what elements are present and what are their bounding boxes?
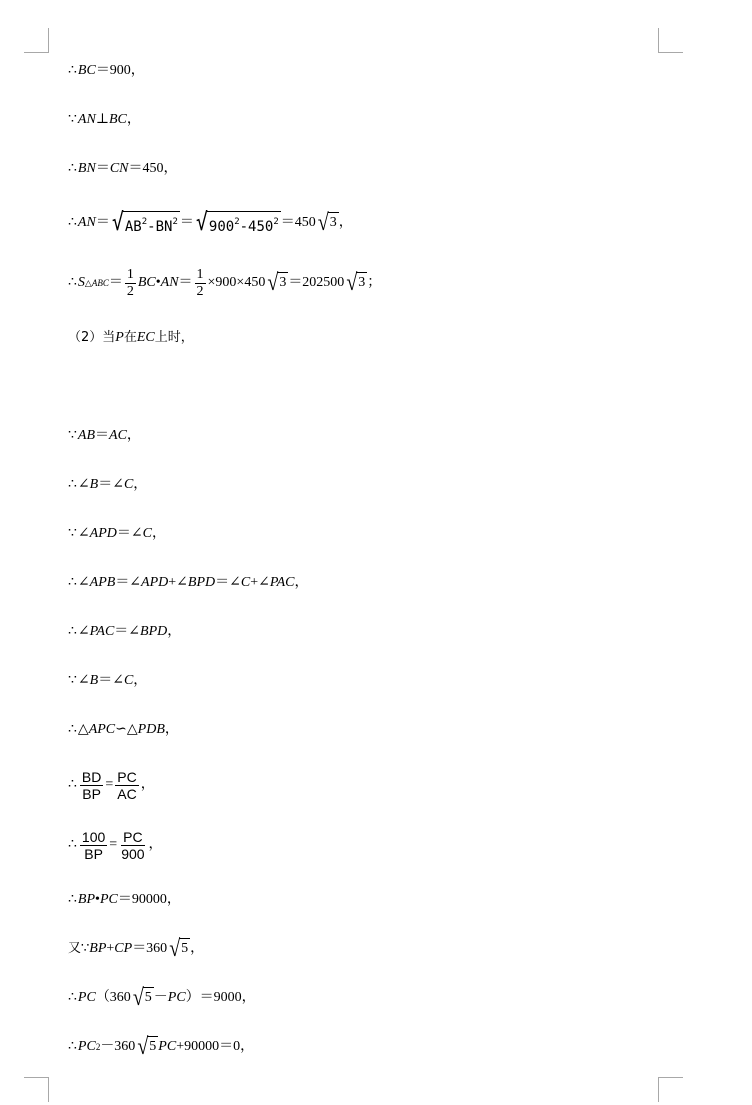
therefore-symbol: ∴: [68, 275, 77, 290]
dot: •: [155, 275, 161, 290]
fraction: [119, 829, 146, 862]
punct: ，: [140, 777, 155, 792]
term: ）＝9000，: [185, 990, 256, 1005]
term: +∠: [168, 575, 188, 590]
angle-symbol: ∠: [77, 673, 90, 688]
term: BP: [89, 941, 107, 956]
term: PAC: [269, 575, 295, 590]
punct: ，: [167, 624, 182, 639]
term: PC: [77, 1039, 96, 1054]
math-line-13: [68, 720, 179, 740]
crop-mark-top-right: [658, 28, 683, 53]
punct: ，: [190, 941, 205, 956]
math-line-9: [68, 524, 166, 544]
term: 在: [123, 330, 137, 345]
math-line-18: [68, 986, 256, 1010]
term: （2）当: [68, 330, 116, 345]
math-line-17: [68, 937, 204, 961]
sqrt-expression: [195, 206, 281, 236]
term: ＝: [178, 275, 193, 290]
crop-mark-bottom-right: [658, 1077, 683, 1102]
therefore-symbol: ∴: [68, 575, 77, 590]
punct: ，: [148, 837, 163, 852]
math-line-12: [68, 671, 147, 691]
angle-symbol: ∠: [77, 526, 90, 541]
math-line-10: [68, 573, 308, 593]
sqrt-expression: [132, 984, 154, 1012]
term: PC: [77, 990, 96, 1005]
subscript: △ABC: [84, 278, 109, 288]
sqrt-expression: [137, 1033, 158, 1061]
crop-mark-top-left: [24, 28, 49, 53]
term: =: [109, 837, 118, 852]
term: PC: [99, 892, 118, 907]
dot: •: [95, 892, 100, 907]
therefore-symbol: ∴: [68, 722, 77, 737]
radicand: $AB^2-BN^2$: [123, 211, 180, 236]
term: ＝∠: [116, 526, 143, 541]
therefore-symbol: ∴: [68, 892, 77, 907]
radicand: 5: [179, 938, 190, 960]
term: ＝∠: [98, 477, 124, 492]
term: AN: [160, 275, 179, 290]
term: C: [123, 673, 134, 688]
term: P: [115, 330, 124, 345]
term: ＝202500: [288, 275, 345, 290]
radicand: 3: [328, 212, 339, 234]
angle-symbol: ∠: [77, 624, 90, 639]
term: C: [123, 477, 134, 492]
punct: ；: [367, 275, 382, 290]
math-line-8: [68, 475, 147, 495]
therefore-symbol: ∴: [68, 477, 77, 492]
term: 上时，: [154, 330, 194, 345]
term: APD: [89, 526, 117, 541]
term: ＝: [108, 275, 123, 290]
radicand: $900^2-450^2$: [207, 211, 281, 236]
radical-sign: √: [137, 1033, 149, 1061]
math-line-3: [68, 159, 178, 179]
fraction: [125, 267, 136, 300]
triangle-symbol: △: [77, 722, 89, 737]
term: AB: [77, 428, 96, 443]
sqrt-expression: [169, 935, 190, 963]
term: ＝: [95, 428, 110, 443]
area-symbol: S: [77, 275, 85, 290]
math-line-5: [68, 264, 381, 302]
because-symbol: ∵: [68, 673, 77, 688]
term: 又∵: [68, 941, 90, 956]
term: B: [89, 673, 99, 688]
math-line-11: [68, 622, 181, 642]
term: ＝∠: [98, 673, 124, 688]
therefore-symbol: ∴: [68, 990, 77, 1005]
therefore-symbol: ∴: [68, 777, 77, 792]
angle-symbol: ∠: [77, 575, 90, 590]
term: PC: [167, 990, 186, 1005]
sqrt-expression: [317, 209, 339, 237]
math-line-6: [68, 328, 194, 348]
term: ＝∠: [215, 575, 241, 590]
term: BN: [77, 161, 96, 176]
math-line-7: [68, 426, 141, 446]
fraction: [115, 769, 138, 802]
term: APD: [141, 575, 169, 590]
because-symbol: ∵: [68, 428, 77, 443]
therefore-symbol: ∴: [68, 837, 77, 852]
term: PDB: [137, 722, 165, 737]
numerator: 100: [81, 828, 106, 845]
term: BC: [137, 275, 156, 290]
term: C: [142, 526, 152, 541]
fraction: [80, 769, 103, 802]
math-line-16: [68, 890, 181, 910]
term: ＝∠: [115, 575, 142, 590]
term: BC: [77, 63, 96, 78]
radical-sign: √: [267, 269, 279, 297]
term: CN: [109, 161, 129, 176]
punct: ，: [164, 722, 179, 737]
term: CP: [114, 941, 133, 956]
punct: ，: [126, 428, 141, 443]
term: ＝900，: [95, 63, 145, 78]
radical-sign: √: [169, 935, 181, 963]
math-line-2: [68, 110, 141, 130]
term: AN: [77, 215, 96, 230]
radical-sign: √: [346, 269, 358, 297]
term: BC: [108, 112, 127, 127]
radical-sign: √: [195, 206, 208, 236]
therefore-symbol: ∴: [68, 1039, 77, 1054]
radicand: 5: [147, 1036, 158, 1058]
term: BPD: [140, 624, 168, 639]
therefore-symbol: ∴: [68, 63, 77, 78]
term: AC: [109, 428, 127, 443]
numerator: PC: [117, 768, 137, 785]
term: +∠: [250, 575, 270, 590]
term: ＝: [179, 215, 194, 230]
term: APB: [89, 575, 116, 590]
term: =: [105, 777, 114, 792]
term: ＝: [95, 161, 110, 176]
punct: ，: [126, 112, 141, 127]
term: PC: [158, 1039, 177, 1054]
term: +: [106, 941, 115, 956]
math-line-4: [68, 206, 353, 237]
term: +90000＝0，: [176, 1039, 255, 1054]
punct: ，: [338, 215, 353, 230]
crop-mark-bottom-left: [24, 1077, 49, 1102]
fraction: [195, 267, 206, 300]
term: C: [240, 575, 251, 590]
term: ＝450: [280, 215, 316, 230]
denominator: 900: [121, 845, 145, 862]
sqrt-expression: [346, 269, 367, 297]
because-symbol: ∵: [68, 526, 77, 541]
radical-sign: √: [317, 209, 329, 237]
term: ＝360: [132, 941, 168, 956]
term: －360: [100, 1039, 136, 1054]
term: （360: [95, 990, 131, 1005]
math-line-14: [68, 765, 155, 805]
term: BP: [77, 892, 96, 907]
punct: ，: [133, 477, 148, 492]
term: APC: [88, 722, 116, 737]
numerator: BD: [81, 768, 102, 785]
similar-symbol: ∽△: [115, 722, 138, 737]
denominator: AC: [117, 785, 137, 802]
numerator: 1: [126, 266, 134, 282]
radical-sign: √: [111, 206, 124, 236]
denominator: 2: [196, 283, 204, 299]
math-line-19: [68, 1035, 254, 1059]
term: B: [89, 477, 99, 492]
term: AN: [77, 112, 96, 127]
angle-symbol: ∠: [77, 477, 90, 492]
fraction: [80, 829, 107, 862]
denominator: BP: [84, 845, 103, 862]
term: －: [153, 990, 168, 1005]
sqrt-expression: [267, 269, 288, 297]
term: ＝90000，: [117, 892, 181, 907]
perpendicular-symbol: ⊥: [95, 112, 109, 127]
math-line-15: [68, 825, 163, 865]
therefore-symbol: ∴: [68, 624, 77, 639]
term: ＝: [95, 215, 110, 230]
radicand: 3: [277, 272, 288, 294]
term: PAC: [89, 624, 115, 639]
radical-sign: √: [132, 984, 144, 1012]
therefore-symbol: ∴: [68, 161, 77, 176]
radicand: 3: [356, 272, 367, 294]
punct: ，: [133, 673, 148, 688]
term: ×900×450: [207, 275, 266, 290]
exponent: 2: [95, 1042, 101, 1052]
denominator: 2: [126, 283, 134, 299]
punct: ，: [294, 575, 309, 590]
punct: ，: [151, 526, 166, 541]
numerator: PC: [123, 828, 143, 845]
therefore-symbol: ∴: [68, 215, 77, 230]
radicand: 5: [143, 987, 154, 1009]
term: EC: [136, 330, 155, 345]
math-line-1: [68, 61, 145, 81]
denominator: BP: [82, 785, 101, 802]
sqrt-expression: [111, 206, 180, 236]
term: ＝∠: [114, 624, 141, 639]
term: ＝450，: [128, 161, 178, 176]
because-symbol: ∵: [68, 112, 77, 127]
term: BPD: [187, 575, 216, 590]
numerator: 1: [196, 266, 204, 282]
